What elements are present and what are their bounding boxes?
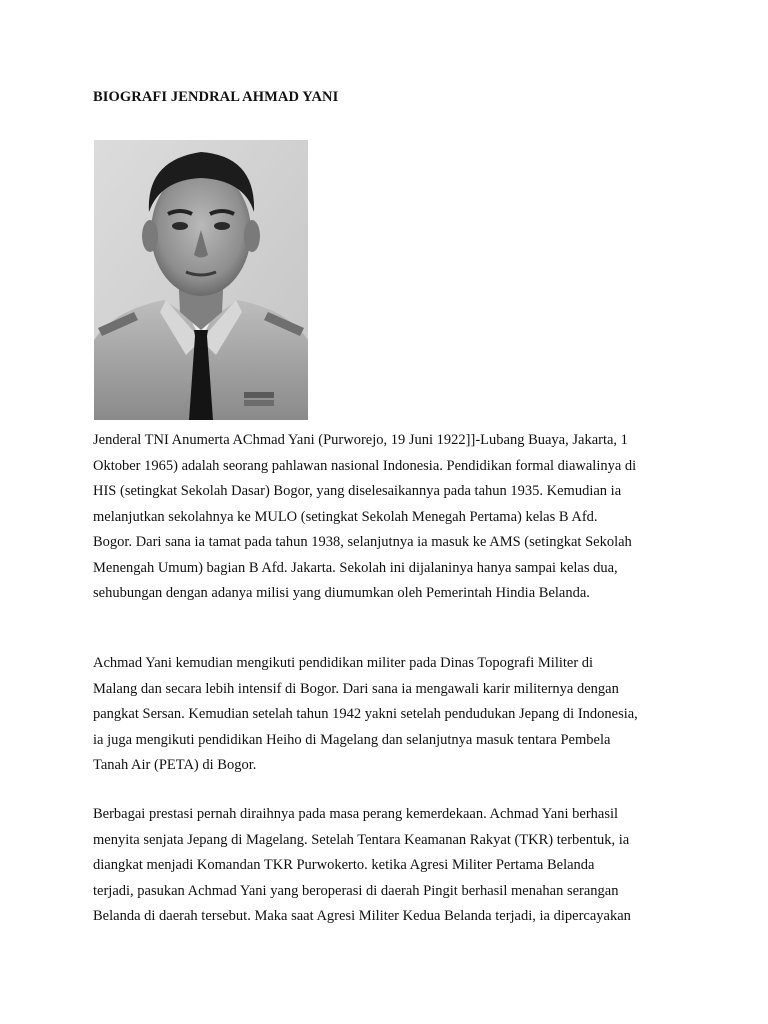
paragraph-3 [93, 802, 631, 930]
portrait-photo [94, 140, 308, 420]
paragraph-line: pangkat Sersan. Kemudian setelah tahun 1942 yakni setelah pendudukan Jepang di Indonesia, [93, 706, 638, 722]
paragraph-line: Menengah Umum) bagian B Afd. Jakarta. Sekolah ini dijalaninya hanya sampai kelas dua, [93, 559, 618, 576]
paragraph-line: Jenderal TNI Anumerta AChmad Yani (Purworejo, 19 Juni 1922]]-Lubang Buaya, Jakarta, 1 [93, 432, 628, 448]
paragraph-line: Tanah Air (PETA) di Bogor. [93, 757, 257, 773]
paragraph-line: menyita senjata Jepang di Magelang. Setelah Tentara Keamanan Rakyat (TKR) terbentuk, ia [93, 831, 630, 848]
paragraph-line: Belanda di daerah tersebut. Maka saat Agresi Militer Kedua Belanda terjadi, ia dipercayakan [93, 908, 631, 924]
paragraph-line: HIS (setingkat Sekolah Dasar) Bogor, yang diselesaikannya pada tahun 1935. Kemudian ia [93, 483, 622, 499]
paragraph-line: Oktober 1965) adalah seorang pahlawan nasional Indonesia. Pendidikan formal diawalinya di [93, 457, 637, 474]
paragraph-line: ia juga mengikuti pendidikan Heiho di Magelang dan selanjutnya masuk tentara Pembela [93, 731, 611, 748]
paragraph-line: sehubungan dengan adanya milisi yang diumumkan oleh Pemerintah Hindia Belanda. [93, 585, 590, 601]
paragraph-line: terjadi, pasukan Achmad Yani yang beroperasi di daerah Pingit berhasil menahan serangan [93, 882, 619, 899]
paragraph-line: melanjutkan sekolahnya ke MULO (setingkat Sekolah Menegah Pertama) kelas B Afd. [93, 508, 598, 525]
document-title: BIOGRAFI JENDRAL AHMAD YANI [93, 89, 339, 105]
paragraph-line: Achmad Yani kemudian mengikuti pendidikan militer pada Dinas Topografi Militer di [93, 655, 594, 671]
paragraph-line: Malang dan secara lebih intensif di Bogor. Dari sana ia mengawali karir militernya dengan [93, 680, 619, 697]
paragraph-1 [93, 428, 636, 607]
paragraph-2 [93, 651, 638, 779]
paragraph-line: Bogor. Dari sana ia tamat pada tahun 1938, selanjutnya ia masuk ke AMS (setingkat Sekolah [93, 534, 632, 550]
paragraph-line: Berbagai prestasi pernah diraihnya pada masa perang kemerdekaan. Achmad Yani berhasil [93, 806, 619, 822]
paragraph-line: diangkat menjadi Komandan TKR Purwokerto. ketika Agresi Militer Pertama Belanda [93, 857, 595, 873]
